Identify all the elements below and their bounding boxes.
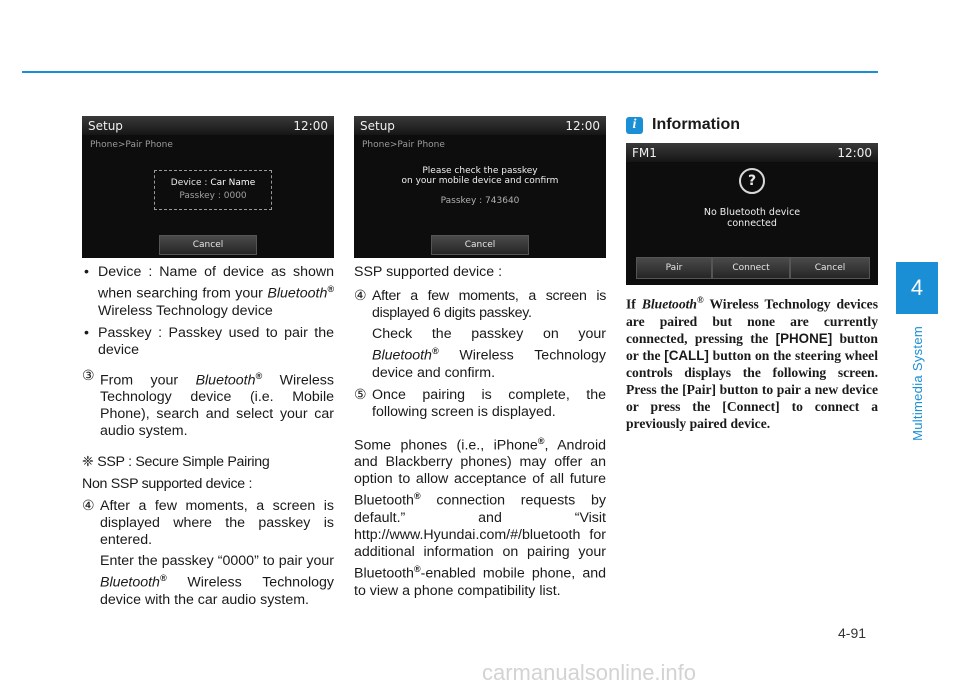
- pair-button[interactable]: Pair: [636, 257, 712, 279]
- screen-clock: 12:00: [837, 145, 872, 160]
- step-text: After a few moments, a screen is displayed 6 digits passkey.: [372, 288, 606, 321]
- message-line: Please check the passkey: [422, 166, 538, 176]
- step-3: [82, 368, 334, 441]
- top-rule: [22, 71, 878, 73]
- step-text: Once pairing is complete, the following screen is displayed.: [372, 386, 606, 420]
- watermark: carmanualsonline.info: [482, 660, 697, 685]
- bullet-text: Passkey : Passkey used to pair the device: [98, 324, 334, 358]
- screen-clock: 12:00: [293, 118, 328, 133]
- step-number: ④: [82, 498, 95, 515]
- bullet-text: Device : Name of device as shown when searching from your: [98, 264, 334, 302]
- screen-title-bar: [82, 116, 334, 135]
- compatibility-paragraph: Some phones (i.e., iPhone®, Android and Blackberry phones) may offer an option to allow acceptance of all future Bluetooth® connection requests by default.” and “Visit http://www.Hyundai.com/#/bluetooth for additional information on pairing your Bluetooth®-enabled mobile phone, and to view a phone compatibility list.: [354, 435, 606, 599]
- column-left: [82, 116, 334, 609]
- step-number: ⑤: [354, 386, 367, 403]
- message-line: connected: [727, 218, 777, 229]
- cancel-button[interactable]: Cancel: [431, 235, 529, 255]
- list-item: [82, 264, 334, 320]
- screen-title: Setup: [88, 118, 123, 133]
- message-line: on your mobile device and confirm: [401, 176, 559, 186]
- cancel-button[interactable]: Cancel: [790, 257, 870, 279]
- device-name: Car Name: [210, 178, 256, 188]
- phone-key: [PHONE]: [775, 330, 833, 346]
- screen-title-bar: [354, 116, 606, 135]
- registered-mark: ®: [327, 284, 334, 294]
- cancel-button[interactable]: Cancel: [159, 235, 257, 255]
- connect-button[interactable]: Connect: [712, 257, 790, 279]
- bullet-text: Wireless Technology device: [98, 302, 273, 319]
- step-5: [354, 387, 606, 421]
- chapter-number-tab: 4: [896, 262, 938, 314]
- step-number: ③: [82, 367, 95, 384]
- chapter-title-text: Multimedia System: [909, 325, 925, 441]
- chapter-title: [890, 318, 944, 448]
- passkey-text: Passkey : 0000: [179, 191, 247, 201]
- call-key: [CALL]: [664, 347, 709, 363]
- information-icon: i: [626, 117, 643, 134]
- device-label: Device :: [170, 178, 211, 188]
- screen-title: FM1: [632, 145, 657, 160]
- non-ssp-heading: Non SSP supported device :: [82, 476, 253, 493]
- screen-title-bar: [626, 143, 878, 162]
- list-item: [82, 325, 334, 359]
- step-4-detail: Check the passkey on your Bluetooth® Wireless Technology device and confirm.: [372, 326, 606, 381]
- step-text: After a few moments, a screen is displayed where the passkey is entered.: [100, 498, 334, 549]
- ssp-heading: SSP supported device :: [354, 264, 503, 280]
- pair-phone-screen: [82, 116, 334, 258]
- definitions-list: [82, 264, 334, 359]
- no-device-message: [626, 207, 878, 229]
- passkey-message: [354, 166, 606, 206]
- screen-breadcrumb: Phone>Pair Phone: [90, 140, 173, 150]
- step-text: From your Bluetooth® Wireless Technology device (i.e. Mobile Phone), search and select your car audio system.: [100, 370, 334, 440]
- question-icon: ?: [739, 168, 765, 194]
- step-4-detail: Enter the passkey “0000” to pair your Bluetooth® Wireless Technology device with the car audio system.: [100, 553, 334, 609]
- device-info-box: [154, 170, 272, 210]
- information-title: Information: [652, 116, 740, 133]
- step-4: [82, 498, 334, 549]
- screen-clock: 12:00: [565, 118, 600, 133]
- information-text: If Bluetooth® Wireless Technology devices are paired but none are currently connected, pressing the [PHONE] button or the [CALL] button on the steering wheel controls displays the following screen. Press the [Pair] button to pair a new device or press the [Connect] to connect a previously paired device.: [626, 295, 878, 431]
- message-line: No Bluetooth device: [703, 207, 801, 218]
- column-middle: [354, 116, 606, 600]
- step-number: ④: [354, 288, 367, 304]
- passkey-confirm-screen: [354, 116, 606, 258]
- information-heading: [626, 116, 878, 134]
- screen-title: Setup: [360, 118, 395, 133]
- step-4: [354, 288, 606, 322]
- no-device-screen: [626, 143, 878, 285]
- bluetooth-brand: Bluetooth: [267, 285, 328, 302]
- passkey-text: Passkey : 743640: [440, 196, 520, 206]
- column-right: [626, 116, 878, 432]
- ssp-note: ❈ SSP : Secure Simple Pairing: [82, 454, 270, 471]
- screen-breadcrumb: Phone>Pair Phone: [362, 140, 445, 150]
- page-number: 4-91: [838, 625, 867, 641]
